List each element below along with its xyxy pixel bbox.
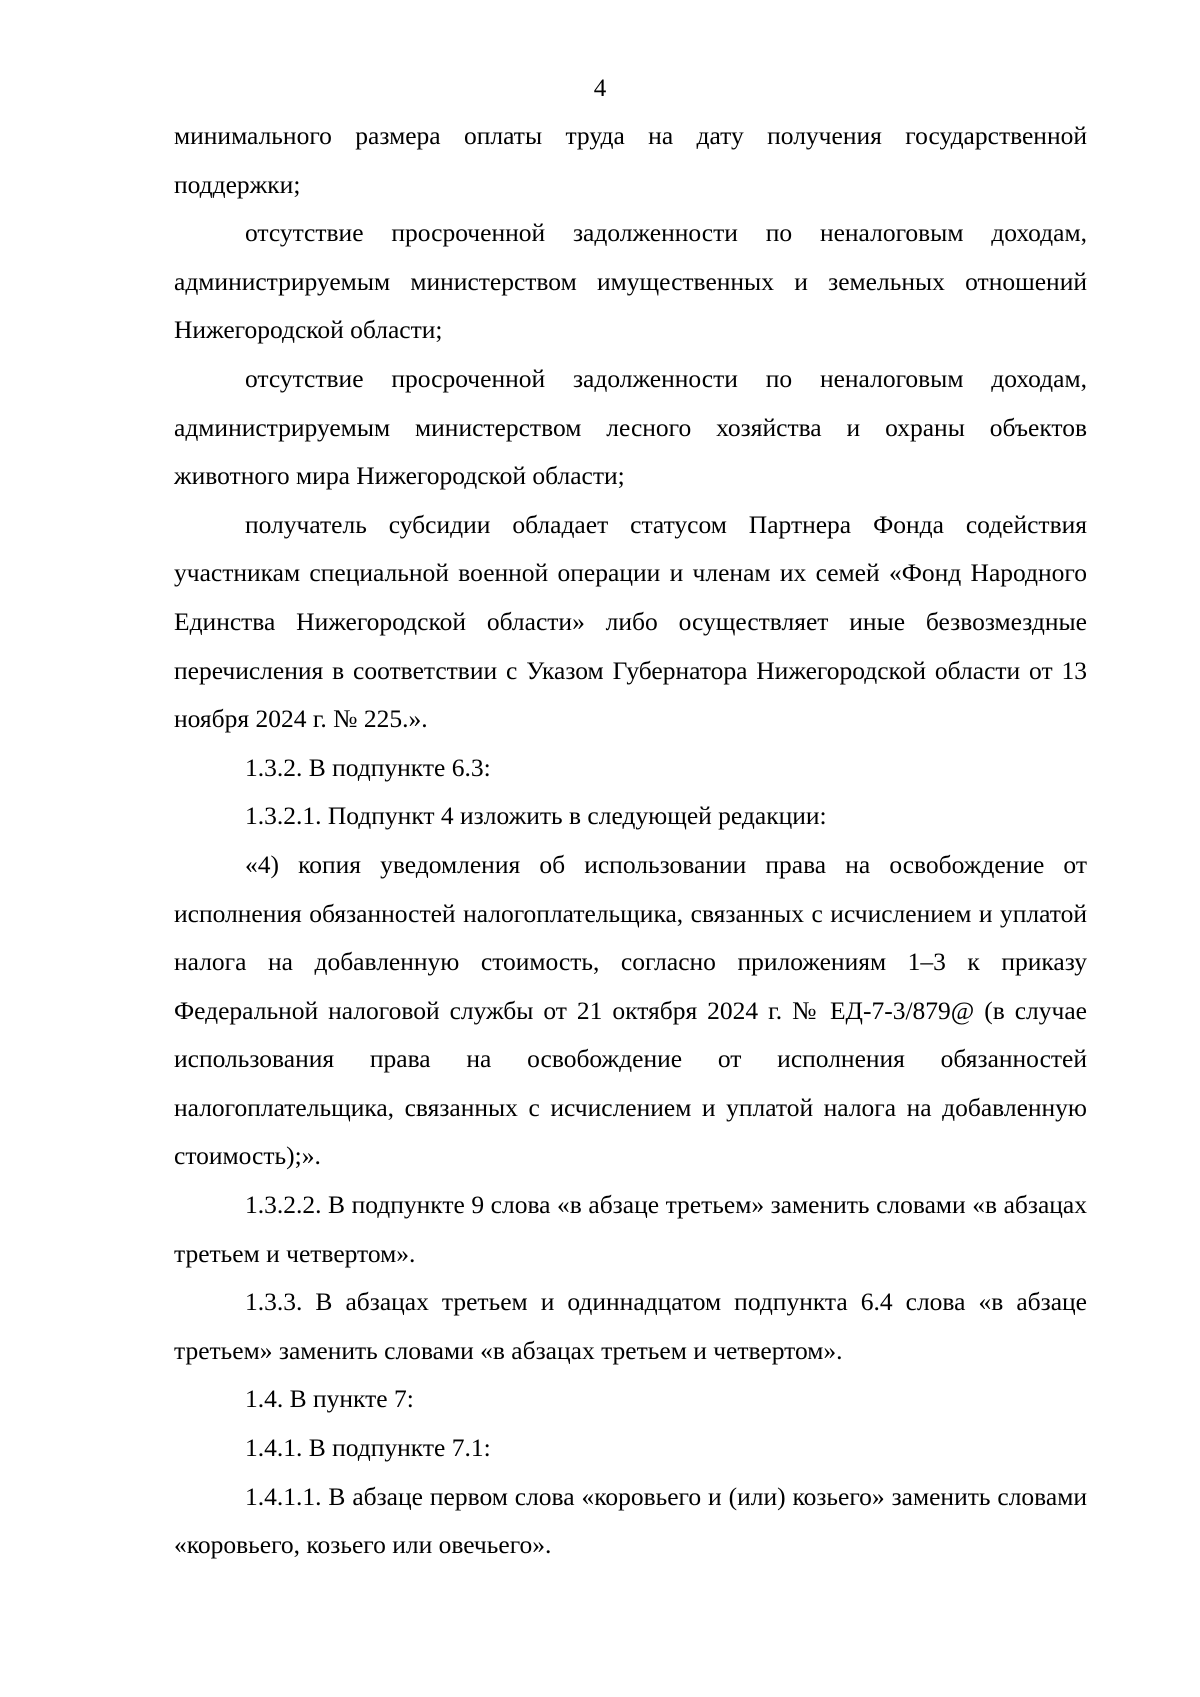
paragraph-5: 1.3.2. В подпункте 6.3: — [245, 752, 491, 782]
paragraph-6: 1.3.2.1. Подпункт 4 изложить в следующей редакции: — [245, 801, 827, 831]
paragraph-11: 1.4.1. В подпункте 7.1: — [245, 1433, 491, 1463]
page-number: 4 — [593, 75, 607, 102]
paragraph-2: отсутствие просроченной задолженности по неналоговым доходам, администрируемым министерством имущественных и земельных отношений Нижегородской области; — [174, 218, 1087, 345]
document-body — [174, 112, 1087, 1570]
paragraph-10: 1.4. В пункте 7: — [245, 1384, 414, 1414]
paragraph-1: минимального размера оплаты труда на дату получения государственной поддержки; — [174, 121, 1087, 199]
paragraph-7: «4) копия уведомления об использовании права на освобождение от исполнения обязанностей налогоплательщика, связанных с исчислением и уплатой налога на добавленную стоимость, согласно приложениям 1–3 к приказу Федеральной налоговой службы от 21 октября 2024 г. № ЕД-7-3/879@ (в случае использования права на освобождение от исполнения обязанностей налогоплательщика, связанных с исчислением и уплатой налога на добавленную стоимость);». — [174, 849, 1087, 1171]
paragraph-8: 1.3.2.2. В подпункте 9 слова «в абзаце третьем» заменить словами «в абзацах третьем и четвертом». — [174, 1190, 1087, 1268]
paragraph-3: отсутствие просроченной задолженности по неналоговым доходам, администрируемым министерством лесного хозяйства и охраны объектов животного мира Нижегородской области; — [174, 363, 1087, 491]
paragraph-4: получатель субсидии обладает статусом Партнера Фонда содействия участникам специальной военной операции и членам их семей «Фонд Народного Единства Нижегородской области» либо осуществляет иные безвозмездные перечисления в соответствии с Указом Губернатора Нижегородской области от 13 ноября 2024 г. № 225.». — [174, 509, 1087, 734]
paragraph-9: 1.3.3. В абзацах третьем и одиннадцатом подпункта 6.4 слова «в абзаце третьем» заменить словами «в абзацах третьем и четвертом». — [174, 1287, 1087, 1365]
paragraph-12: 1.4.1.1. В абзаце первом слова «коровьего и (или) козьего» заменить словами «коровьего, козьего или овечьего». — [174, 1481, 1087, 1560]
